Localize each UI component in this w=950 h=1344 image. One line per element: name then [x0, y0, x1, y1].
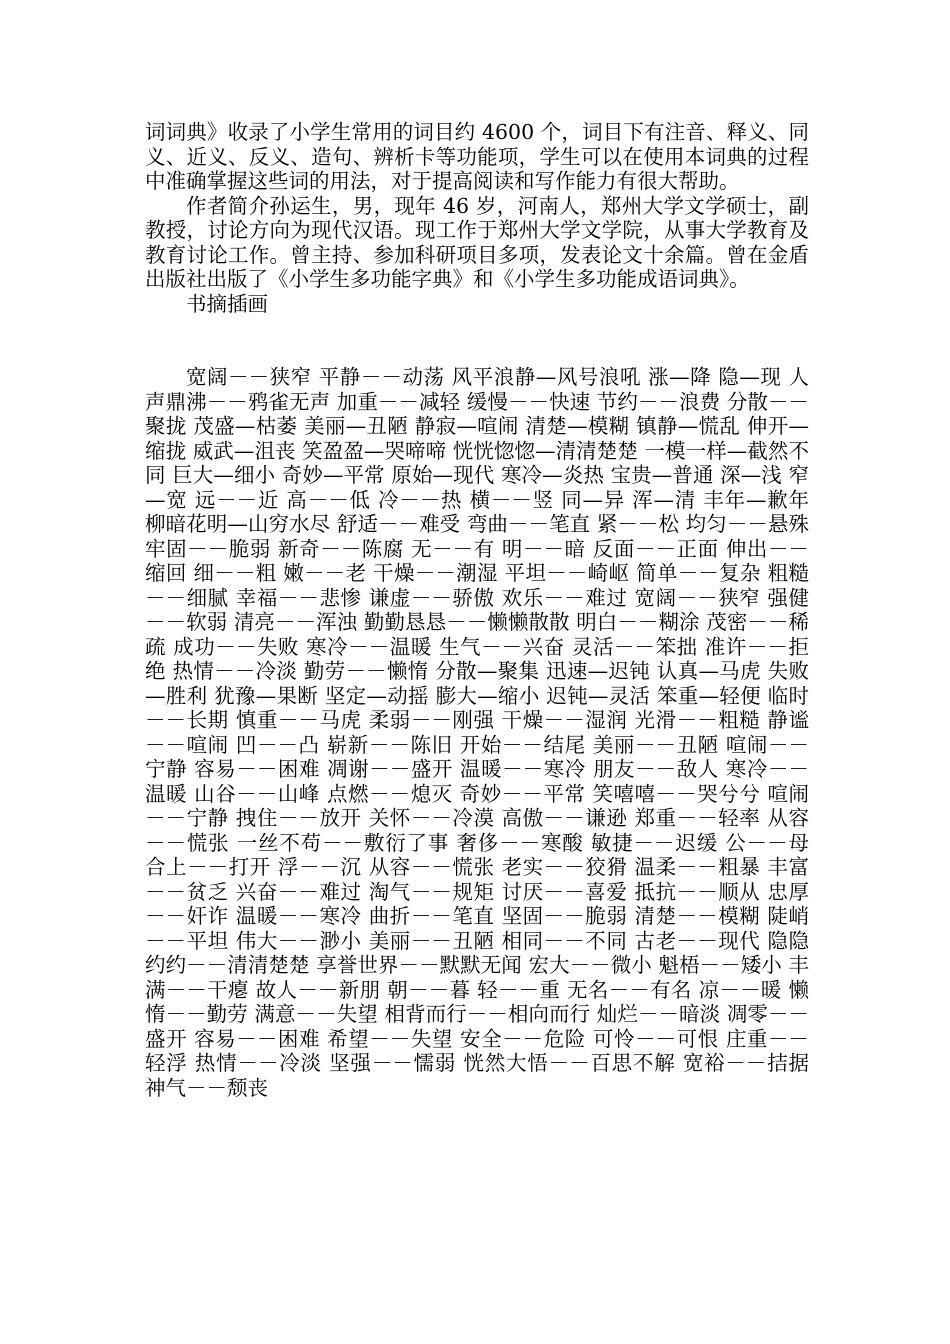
antonym-word-list: 宽阔－－狭窄 平静－－动荡 风平浪静—风号浪吼 涨—降 隐—现 人声鼎沸－－鸦雀无声 加重－－减轻 缓慢－－快速 节约－－浪费 分散－－聚拢 茂盛—枯萎 美丽—丑陋 静寂—喧闹 清楚—模糊 镇静—慌乱 伸开—缩拢 威武—沮丧 笑盈盈—哭啼啼 恍恍惚惚—清清楚楚 一模一样—截然不同 巨大—细小 奇妙—平常 原始—现代 寒冷—炎热 宝贵—普通 深—浅 窄—宽 远－－近 高－－低 冷－－热 横－－竖 同—异 浑—清 丰年—歉年 柳暗花明—山穷水尽 舒适－－难受 弯曲－－笔直 紧－－松 均匀－－悬殊 牢固－－脆弱 新奇－－陈腐 无－－有 明－－暗 反面－－正面 伸出－－缩回 细－－粗 嫩－－老 干燥－－潮湿 平坦－－崎岖 简单－－复杂 粗糙－－细腻 幸福－－悲惨 谦虚－－骄傲 欢乐－－难过 宽阔－－狭窄 强健－－软弱 清亮－－浑浊 勤勤恳恳－－懒懒散散 明白－－糊涂 茂密－－稀疏 成功－－失败 寒冷－－温暖 生气－－兴奋 灵活－－笨拙 准许－－拒绝 热情－－冷淡 勤劳－－懒惰 分散—聚集 迅速—迟钝 认真—马虎 失败—胜利 犹豫—果断 坚定—动摇 膨大—缩小 迟钝—灵活 笨重—轻便 临时－－长期 慎重－－马虎 柔弱－－刚强 干燥－－湿润 光滑－－粗糙 静谧－－喧闹 凹－－凸 崭新－－陈旧 开始－－结尾 美丽－－丑陋 喧闹－－宁静 容易－－困难 凋谢－－盛开 温暖－－寒冷 朋友－－敌人 寒冷－－温暖 山谷－－山峰 点燃－－熄灭 奇妙－－平常 笑嘻嘻－－哭兮兮 喧闹－－宁静 拽住－－放开 关怀－－冷漠 高傲－－谦逊 郑重－－轻率 从容－－慌张 一丝不苟－－敷衍了事 奢侈－－寒酸 敏捷－－迟缓 公－－母 合上－－打开 浮－－沉 从容－－慌张 老实－－狡猾 温柔－－粗暴 丰富－－贫乏 兴奋－－难过 淘气－－规矩 讨厌－－喜爱 抵抗－－顺从 忠厚－－奸诈 温暖－－寒冷 曲折－－笔直 坚固－－脆弱 清楚－－模糊 陡峭－－平坦 伟大－－渺小 美丽－－丑陋 相同－－不同 古老－－现代 隐隐约约－－清清楚楚 享誉世界－－默默无闻 宏大－－微小 魁梧－－矮小 丰满－－干瘪 故人－－新朋 朝－－暮 轻－－重 无名－－有名 凉－－暖 懒惰－－勤劳 满意－－失望 相背而行－－相向而行 灿烂－－暗淡 凋零－－盛开 容易－－困难 希望－－失望 安全－－危险 可怜－－可恨 庄重－－轻浮 热情－－冷淡 坚强－－懦弱 恍然大悟－－百思不解 宽裕－－拮据 神气－－颓丧	[145, 365, 809, 1100]
author-paragraph: 作者简介孙运生，男，现年 46 岁，河南人，郑州大学文学硕士，副教授，讨论方向为现代汉语。现工作于郑州大学文学院，从事大学教育及教育讨论工作。曾主持、参加科研项目多项，发表论文十余篇。曾在金盾出版社出版了《小学生多功能字典》和《小学生多功能成语词典》。	[145, 193, 809, 291]
intro-paragraph: 词词典》收录了小学生常用的词目约 4600 个，词目下有注音、释义、同义、近义、反义、造句、辨析卡等功能项，学生可以在使用本词典的过程中准确掌握这些词的用法，对于提高阅读和写作能力有很大帮助。	[145, 120, 809, 193]
blank-line	[145, 316, 809, 365]
section-caption: 书摘插画	[186, 291, 268, 316]
document-page	[145, 120, 809, 1100]
